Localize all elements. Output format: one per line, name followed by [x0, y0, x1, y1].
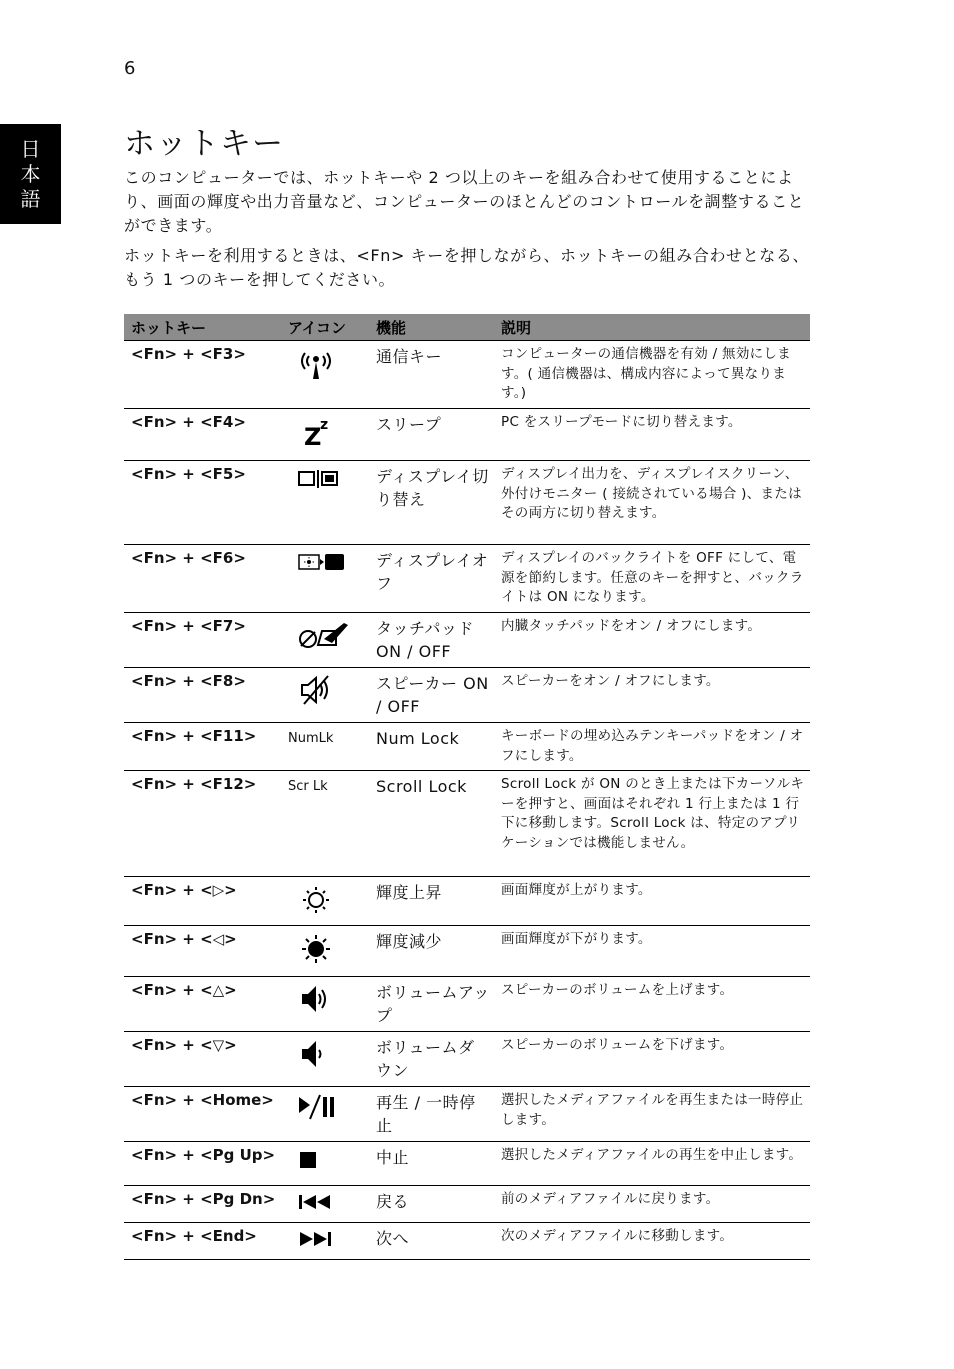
function-cell: Num Lock: [369, 723, 494, 771]
table-row: [124, 877, 810, 926]
intro-paragraph: ホットキーを利用するときは、<Fn> キーを押しながら、ホットキーの組み合わせとなる、もう 1 つのキーを押してください。: [124, 246, 810, 289]
function-cell: ボリュームアップ: [369, 977, 494, 1032]
hotkey-cell: <Fn> + <F12>: [124, 771, 281, 877]
description-cell: 選択したメディアファイルの再生を中止します。: [494, 1142, 810, 1186]
brightness-down-icon: [296, 930, 365, 970]
hotkey-cell: <Fn> + <F6>: [124, 545, 281, 613]
function-cell: 輝度上昇: [369, 877, 494, 926]
icon-cell: [281, 545, 369, 613]
icon-cell: [281, 977, 369, 1032]
column-header-function: 機能: [369, 314, 494, 341]
intro-paragraph: このコンピューターでは、ホットキーや 2 つ以上のキーを組み合わせて使用することにより、画面の輝度や出力音量など、コンピューターのほとんどのコントロールを調整することができます。: [124, 168, 805, 235]
table-row: [124, 1032, 810, 1087]
hotkey-cell: <Fn> + <Pg Dn>: [124, 1186, 281, 1223]
function-cell: 通信キー: [369, 341, 494, 409]
icon-cell: [281, 341, 369, 409]
table-row: [124, 1087, 810, 1142]
hotkey-cell: <Fn> + <F8>: [124, 668, 281, 723]
function-cell: Scroll Lock: [369, 771, 494, 877]
description-cell: スピーカーのボリュームを下げます。: [494, 1032, 810, 1087]
hotkey-cell: <Fn> + <F11>: [124, 723, 281, 771]
function-cell: ディスプレイ切り替え: [369, 461, 494, 545]
description-cell: 内臓タッチパッドをオン / オフにします。: [494, 613, 810, 668]
function-cell: スリープ: [369, 409, 494, 461]
language-tab: [0, 124, 61, 224]
table-row: [124, 613, 810, 668]
icon-cell: [281, 613, 369, 668]
language-tab-char: 語: [20, 186, 41, 211]
description-cell: スピーカーのボリュームを上げます。: [494, 977, 810, 1032]
hotkey-cell: <Fn> + <F3>: [124, 341, 281, 409]
table-row: [124, 545, 810, 613]
function-cell: ボリュームダウン: [369, 1032, 494, 1087]
table-row: [124, 341, 810, 409]
description-cell: 画面輝度が上がります。: [494, 877, 810, 926]
icon-cell: [281, 1223, 369, 1260]
hotkey-cell: <Fn> + <F5>: [124, 461, 281, 545]
brightness-up-icon: [296, 881, 365, 921]
table-row: [124, 977, 810, 1032]
table-row: [124, 1223, 810, 1260]
display-off-icon: [296, 549, 365, 581]
description-cell: PC をスリープモードに切り替えます。: [494, 409, 810, 461]
function-cell: 中止: [369, 1142, 494, 1186]
description-cell: ディスプレイのバックライトを OFF にして、電源を節約します。任意のキーを押すと、バックライトは ON になります。: [494, 545, 810, 613]
function-cell: 次へ: [369, 1223, 494, 1260]
stop-icon: [296, 1146, 365, 1180]
display-switch-icon: [296, 465, 365, 497]
function-cell: 再生 / 一時停止: [369, 1087, 494, 1142]
description-cell: キーボードの埋め込みテンキーパッドをオン / オフにします。: [494, 723, 810, 771]
hotkey-table: [124, 314, 810, 1260]
description-cell: 前のメディアファイルに戻ります。: [494, 1186, 810, 1223]
hotkey-cell: <Fn> + <Pg Up>: [124, 1142, 281, 1186]
table-row: [124, 461, 810, 545]
icon-cell: [281, 461, 369, 545]
column-header-icon: アイコン: [281, 314, 369, 341]
table-row: [124, 926, 810, 977]
wireless-icon: [296, 345, 365, 385]
icon-cell: [281, 668, 369, 723]
volume-down-icon: [296, 1036, 365, 1076]
table-row: [124, 1142, 810, 1186]
svg-text:Z: Z: [304, 423, 322, 449]
table-header-row: [124, 314, 810, 341]
table-row: [124, 1186, 810, 1223]
svg-text:z: z: [320, 417, 329, 433]
function-cell: スピーカー ON / OFF: [369, 668, 494, 723]
table-row: [124, 723, 810, 771]
language-tab-char: 本: [20, 161, 41, 186]
description-cell: ディスプレイ出力を、ディスプレイスクリーン、外付けモニター ( 接続されている場合 )、またはその両方に切り替えます。: [494, 461, 810, 545]
icon-cell: [281, 877, 369, 926]
next-track-icon: [296, 1227, 365, 1255]
function-cell: タッチパッド ON / OFF: [369, 613, 494, 668]
description-cell: スピーカーをオン / オフにします。: [494, 668, 810, 723]
table-row: [124, 409, 810, 461]
icon-cell: [281, 723, 369, 771]
icon-cell: [281, 1087, 369, 1142]
function-cell: 輝度減少: [369, 926, 494, 977]
icon-cell: [281, 1186, 369, 1223]
icon-cell: [281, 771, 369, 877]
hotkey-cell: <Fn> + <▽>: [124, 1032, 281, 1087]
icon-cell: [281, 1142, 369, 1186]
icon-cell: [281, 1032, 369, 1087]
touchpad-toggle-icon: [296, 617, 365, 657]
speaker-mute-icon: [296, 672, 365, 712]
icon-cell: [281, 409, 369, 461]
play-pause-icon: [296, 1091, 365, 1127]
hotkey-cell: <Fn> + <△>: [124, 977, 281, 1032]
description-cell: 選択したメディアファイルを再生または一時停止します。: [494, 1087, 810, 1142]
description-cell: 次のメディアファイルに移動します。: [494, 1223, 810, 1260]
page-title: ホットキー: [124, 126, 284, 162]
column-header-hotkey: ホットキー: [124, 314, 281, 341]
function-cell: ディスプレイオフ: [369, 545, 494, 613]
description-cell: コンピューターの通信機器を有効 / 無効にします。( 通信機器は、構成内容によって異なります。): [494, 341, 810, 409]
hotkey-cell: <Fn> + <▷>: [124, 877, 281, 926]
function-cell: 戻る: [369, 1186, 494, 1223]
table-row: [124, 668, 810, 723]
icon-cell: [281, 926, 369, 977]
hotkey-cell: <Fn> + <F7>: [124, 613, 281, 668]
previous-track-icon: [296, 1190, 365, 1218]
hotkey-cell: <Fn> + <◁>: [124, 926, 281, 977]
hotkey-cell: <Fn> + <F4>: [124, 409, 281, 461]
sleep-icon: [296, 413, 365, 453]
hotkey-cell: <Fn> + <End>: [124, 1223, 281, 1260]
icon-label: NumLk: [288, 731, 334, 746]
volume-up-icon: [296, 981, 365, 1021]
description-cell: Scroll Lock が ON のとき上または下カーソルキーを押すと、画面はそれぞれ 1 行上または 1 行下に移動します。Scroll Lock は、特定のアプリケーションでは機能しません。: [494, 771, 810, 877]
language-tab-char: 日: [20, 136, 41, 161]
description-cell: 画面輝度が下がります。: [494, 926, 810, 977]
icon-label: Scr Lk: [288, 779, 328, 794]
page-number: 6: [124, 58, 136, 79]
hotkey-cell: <Fn> + <Home>: [124, 1087, 281, 1142]
column-header-description: 説明: [494, 314, 810, 341]
table-row: [124, 771, 810, 877]
